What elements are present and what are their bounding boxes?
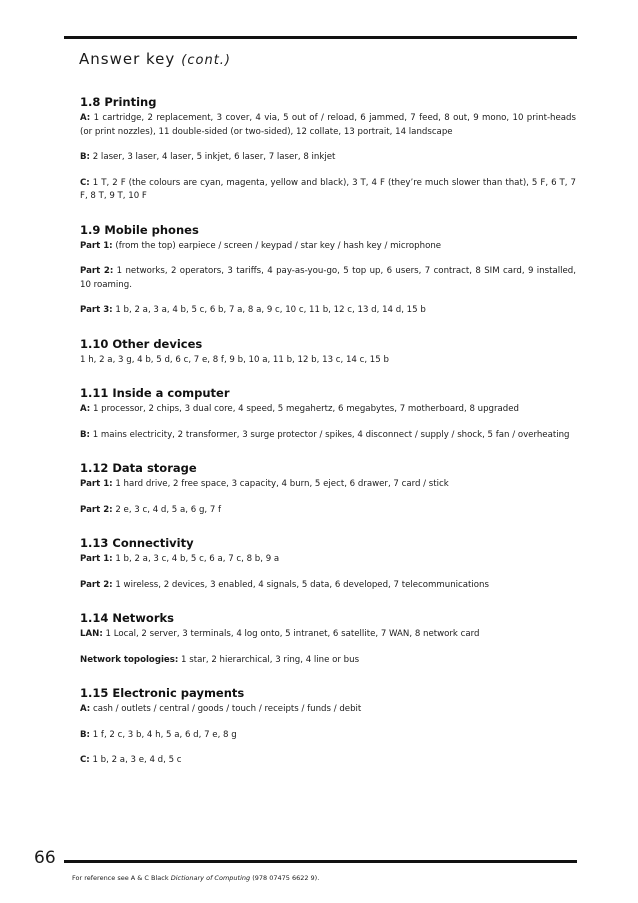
answer-paragraph: [80, 429, 576, 443]
answer-label: A:: [80, 704, 91, 714]
answer-paragraph: [80, 151, 576, 165]
answer-label: B:: [80, 429, 90, 440]
answer-text: 1 networks, 2 operators, 3 tariffs, 4 pay-as-you-go, 5 top up, 6 users, 7 contract, 8 SIM card, 9 installed, 10 roaming.: [80, 266, 576, 290]
answer-label: Part 1:: [80, 240, 113, 251]
answer-section: [80, 95, 576, 204]
answer-paragraph: [80, 654, 576, 668]
answer-paragraph: [80, 703, 576, 717]
answer-label: C:: [80, 177, 90, 188]
answer-section: [80, 686, 576, 768]
section-title: 1.11 Inside a computer: [80, 386, 230, 400]
answer-paragraph: [80, 628, 576, 642]
answer-section: [80, 536, 576, 592]
answer-paragraph: [80, 553, 576, 567]
answer-paragraph: [80, 240, 576, 254]
answer-text: 1 mains electricity, 2 transformer, 3 surge protector / spikes, 4 disconnect / supply / shock, 5 fan / overheating: [90, 429, 570, 440]
answer-text: 1 T, 2 F (the colours are cyan, magenta, yellow and black), 3 T, 4 F (they’re much slower than that), 5 F, 6 T, 7 F, 8 T, 9 T, 10 F: [80, 177, 576, 201]
answer-text: 1 processor, 2 chips, 3 dual core, 4 speed, 5 megahertz, 6 megabytes, 7 motherboard, 8 upgraded: [90, 404, 520, 414]
answer-text: 2 laser, 3 laser, 4 laser, 5 inkjet, 6 laser, 7 laser, 8 inkjet: [90, 152, 336, 162]
page-number: 66: [34, 848, 56, 868]
answer-text: 1 h, 2 a, 3 g, 4 b, 5 d, 6 c, 7 e, 8 f, 9 b, 10 a, 11 b, 12 b, 13 c, 14 c, 15 b: [80, 354, 389, 365]
answer-label: A:: [80, 113, 91, 123]
answer-paragraph: [80, 754, 576, 768]
answer-paragraph: [80, 265, 576, 292]
answer-label: LAN:: [80, 629, 103, 639]
answer-text: cash / outlets / central / goods / touch / receipts / funds / debit: [90, 704, 362, 714]
section-title: 1.9 Mobile phones: [80, 222, 199, 237]
answer-paragraph: [80, 403, 576, 417]
answer-text: 1 Local, 2 server, 3 terminals, 4 log onto, 5 intranet, 6 satellite, 7 WAN, 8 network card: [102, 629, 480, 639]
answer-paragraph: [80, 112, 576, 139]
answer-label: Part 2:: [80, 579, 113, 590]
answer-paragraph: [80, 504, 576, 518]
answer-paragraph: [80, 729, 576, 743]
answer-label: B:: [80, 152, 90, 162]
section-title: 1.14 Networks: [80, 611, 174, 625]
answer-text: 1 hard drive, 2 free space, 3 capacity, 4 burn, 5 eject, 6 drawer, 7 card / stick: [112, 479, 449, 489]
answer-paragraph: [80, 177, 576, 204]
answer-label: B:: [80, 729, 90, 740]
section-title: 1.8 Printing: [80, 95, 157, 109]
answer-text: 1 b, 2 a, 3 a, 4 b, 5 c, 6 b, 7 a, 8 a, 9 c, 10 c, 11 b, 12 c, 13 d, 14 d, 15 b: [112, 305, 426, 315]
answer-text: 1 star, 2 hierarchical, 3 ring, 4 line or bus: [178, 654, 360, 665]
answer-text: 1 wireless, 2 devices, 3 enabled, 4 signals, 5 data, 6 developed, 7 telecommunications: [112, 579, 489, 590]
footer-suffix: (978 07475 6622 9).: [250, 874, 320, 882]
answer-paragraph: [80, 304, 576, 318]
answer-label: Network topologies:: [80, 654, 179, 665]
answer-label: C:: [80, 755, 90, 765]
top-rule: [64, 36, 577, 39]
footer-book-title: Dictionary of Computing: [170, 874, 251, 882]
answer-section: [80, 337, 576, 368]
page-header: [79, 50, 231, 68]
answer-paragraph: [80, 579, 576, 593]
answer-label: Part 1:: [80, 554, 113, 564]
answer-text: 1 f, 2 c, 3 b, 4 h, 5 a, 6 d, 7 e, 8 g: [90, 729, 237, 740]
answer-label: Part 3:: [80, 305, 113, 315]
section-title: 1.12 Data storage: [80, 461, 197, 475]
answer-key-content: [80, 95, 576, 787]
answer-paragraph: [80, 354, 576, 368]
answer-text: 1 cartridge, 2 replacement, 3 cover, 4 via, 5 out of / reload, 6 jammed, 7 feed, 8 out, 9 mono, 10 print-heads (or print nozzles), 11 double-sided (or two-sided), 12 collate, 13 portrait, 14 landscape: [80, 113, 576, 137]
header-cont: (cont.): [181, 53, 231, 68]
answer-label: A:: [80, 404, 91, 414]
answer-section: [80, 611, 576, 667]
answer-section: [80, 386, 576, 442]
answer-paragraph: [80, 478, 576, 492]
footer-reference: [72, 874, 319, 882]
answer-text: 2 e, 3 c, 4 d, 5 a, 6 g, 7 f: [112, 504, 222, 515]
section-title: 1.10 Other devices: [80, 336, 203, 351]
bottom-rule: [64, 860, 577, 863]
answer-label: Part 1:: [80, 479, 113, 489]
section-title: 1.15 Electronic payments: [80, 686, 245, 700]
answer-label: Part 2:: [80, 504, 113, 515]
header-title: Answer key: [79, 50, 176, 68]
answer-text: 1 b, 2 a, 3 e, 4 d, 5 c: [89, 755, 182, 765]
answer-text: (from the top) earpiece / screen / keypad / star key / hash key / microphone: [112, 240, 442, 251]
answer-label: Part 2:: [80, 266, 114, 276]
section-title: 1.13 Connectivity: [80, 536, 194, 550]
answer-section: [80, 461, 576, 517]
footer-prefix: For reference see A & C Black: [72, 874, 171, 882]
answer-section: [80, 223, 576, 318]
answer-text: 1 b, 2 a, 3 c, 4 b, 5 c, 6 a, 7 c, 8 b, 9 a: [112, 554, 280, 564]
